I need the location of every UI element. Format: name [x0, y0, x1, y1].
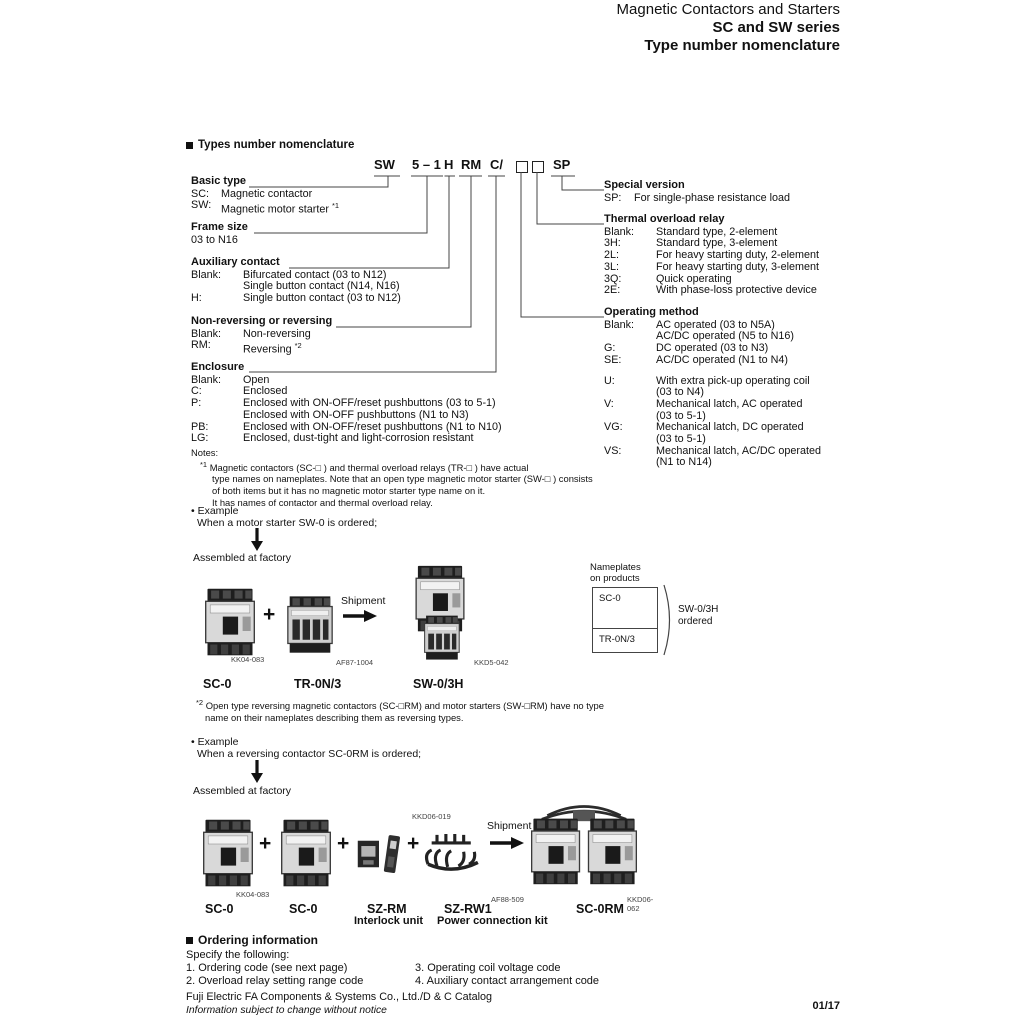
- note-line: $^{*1}$ Magnetic contactors (SC-□ ) and thermal overload relays (TR-□ ) have actual: [200, 459, 529, 473]
- black-square-icon: [186, 937, 193, 944]
- section-title: Auxiliary contact: [191, 256, 280, 268]
- code-row: G: DC operated (03 to N3): [604, 342, 769, 355]
- example1-caption: When a motor starter SW-0 is ordered;: [197, 517, 378, 529]
- code-row: U: With extra pick-up operating coil: [604, 374, 810, 387]
- note2-block: [196, 697, 604, 723]
- plus-sign: +: [263, 603, 276, 626]
- section-basic-type: [191, 176, 339, 217]
- code-row: V: Mechanical latch, AC operated: [604, 397, 803, 410]
- example2-products: [191, 798, 661, 930]
- nameplate-top: SC-0: [599, 593, 621, 604]
- product-sublabel: Power connection kit: [437, 915, 548, 927]
- section-title: Special version: [604, 179, 685, 191]
- black-square-icon: [186, 142, 193, 149]
- code-row: (03 to 5-1): [656, 433, 706, 446]
- ordered-note: SW-0/3H ordered: [678, 604, 719, 627]
- code-row: P: Enclosed with ON-OFF/reset pushbuttons (03 to 5-1): [191, 397, 496, 410]
- shipment-label: Shipment: [487, 820, 532, 832]
- code-row: SC: Magnetic contactor: [191, 187, 313, 200]
- code-reversing: RM: [461, 157, 482, 172]
- down-arrow-icon: [249, 760, 265, 783]
- code-enclosure: C/: [490, 157, 503, 172]
- reversing-contactor-photo: [529, 800, 639, 890]
- note-line: type names on nameplates. Note that an open type magnetic motor starter (SW-□ ) consists: [212, 473, 593, 485]
- footnote-marker: *1: [332, 201, 340, 211]
- code-row: SE: AC/DC operated (N1 to N4): [604, 353, 789, 366]
- shipment-arrow-icon: [343, 609, 377, 623]
- nameplates-title: Nameplates: [590, 562, 641, 573]
- divider: [593, 628, 657, 629]
- code-row: 2L: For heavy starting duty, 2-element: [604, 249, 820, 262]
- shipment-label: Shipment: [341, 595, 386, 607]
- document-header: [384, 1, 840, 55]
- product-label: SC-0: [205, 902, 234, 916]
- header-page-title: Type number nomenclature: [644, 37, 840, 54]
- footnote-marker: *2: [196, 698, 204, 707]
- ordering-columns: [186, 962, 599, 988]
- product-label: SZ-RW1: [444, 902, 492, 916]
- plus-sign: +: [337, 832, 350, 855]
- notes-label: Notes:: [191, 447, 219, 458]
- section-title: Non-reversing or reversing: [191, 315, 333, 327]
- code-row: (N1 to N14): [656, 456, 712, 469]
- product-label: SC-0RM: [576, 902, 624, 916]
- product-label: SZ-RM: [367, 902, 407, 916]
- section-frame-size: [191, 222, 248, 246]
- note-line: name on their nameplates describing them as reversing types.: [205, 711, 464, 723]
- ordering-item: 4. Auxiliary contact arrangement code: [415, 975, 600, 987]
- photo-code: AF88-509: [491, 895, 524, 904]
- overload-relay-photo: [286, 595, 334, 655]
- example2-caption: When a reversing contactor SC-0RM is ordered;: [197, 748, 422, 760]
- notes-block: [191, 447, 593, 508]
- plus-sign: +: [259, 832, 272, 855]
- photo-code: KKD06-062: [627, 895, 654, 913]
- section-title: Enclosure: [191, 361, 245, 373]
- code-row: Enclosed with ON-OFF pushbuttons (N1 to N3): [243, 408, 469, 421]
- code-row: Single button contact (N14, N16): [243, 280, 400, 293]
- code-row: (03 to N4): [656, 386, 705, 399]
- contactor-photo: [279, 818, 333, 888]
- code-row: AC/DC operated (N5 to N16): [656, 330, 795, 343]
- product-label: SC-0: [203, 677, 232, 691]
- code-row: 3Q: Quick operating: [604, 272, 732, 285]
- code-row: 03 to N16: [191, 233, 238, 246]
- code-row: 3H: Standard type, 3-element: [604, 237, 778, 250]
- code-row: LG: Enclosed, dust-tight and light-corrosion resistant: [191, 432, 474, 445]
- note-line: It has names of contactor and thermal overload relay.: [212, 496, 433, 508]
- section-aux-contact: [191, 257, 401, 305]
- section-title: Frame size: [191, 221, 248, 233]
- contactor-photo: [201, 818, 255, 888]
- footnote-marker: *1: [200, 459, 208, 469]
- plus-sign: +: [407, 832, 420, 855]
- code-row: C: Enclosed: [191, 385, 288, 398]
- note-line: of both items but it has no magnetic motor starter type name on it.: [212, 484, 486, 496]
- footer-disclaimer: Information subject to change without notice: [186, 1005, 387, 1016]
- ordering-heading-label: Ordering information: [198, 933, 318, 947]
- nameplate-bottom: TR-0N/3: [599, 634, 635, 645]
- footnote-marker: *2: [294, 341, 302, 351]
- section-reversing: [191, 316, 332, 357]
- photo-code: KKD5-042: [474, 658, 509, 667]
- code-row: 2E: With phase-loss protective device: [604, 284, 817, 297]
- example1-products: [191, 565, 611, 697]
- code-row: (03 to 5-1): [656, 409, 706, 422]
- code-row: H: Single button contact (03 to N12): [191, 292, 401, 305]
- shipment-arrow-icon: [490, 836, 524, 850]
- product-label: TR-0N/3: [294, 677, 342, 691]
- photo-code: AF87-1004: [336, 658, 374, 667]
- code-row: 3L: For heavy starting duty, 3-element: [604, 260, 820, 273]
- example2-assembled-label: Assembled at factory: [193, 785, 292, 797]
- section-special-version: [604, 180, 790, 204]
- code-aux-contact: H: [444, 157, 454, 172]
- code-frame-size: 5 – 1: [412, 157, 441, 172]
- product-sublabel: Interlock unit: [354, 915, 424, 927]
- example1-assembled-label: Assembled at factory: [193, 552, 292, 564]
- code-row: Blank: Standard type, 2-element: [604, 225, 778, 238]
- nameplates-title: on products: [590, 573, 640, 584]
- code-row: VG: Mechanical latch, DC operated: [604, 421, 804, 434]
- photo-code: KK04-083: [236, 890, 270, 899]
- ordering-item: 3. Operating coil voltage code: [415, 962, 561, 974]
- motor-starter-photo: [409, 565, 471, 661]
- footer-publisher: Fuji Electric FA Components & Systems Co., Ltd./D & C Catalog: [186, 991, 493, 1003]
- nomenclature-heading-label: Types number nomenclature: [198, 139, 355, 151]
- section-title: Basic type: [191, 175, 247, 187]
- section-thermal-relay: [604, 214, 819, 297]
- photo-code: KKD06-019: [412, 812, 451, 821]
- header-product-line: Magnetic Contactors and Starters: [616, 1, 840, 18]
- code-row: PB: Enclosed with ON-OFF/reset pushbuttons (N1 to N10): [191, 420, 502, 433]
- section-enclosure: [191, 362, 502, 445]
- code-row: Blank: Non-reversing: [191, 327, 311, 340]
- header-series: SC and SW series: [712, 19, 840, 36]
- power-connection-kit-photo: [421, 828, 485, 872]
- ordering-item: 2. Overload relay setting range code: [186, 975, 364, 987]
- note-line: $^{*2}$ Open type reversing magnetic contactors (SC-□RM) and motor starters (SW-□RM) have no type: [196, 698, 604, 712]
- code-row: Blank: Open: [191, 373, 270, 386]
- photo-code: KK04-083: [231, 655, 265, 664]
- down-arrow-icon: [249, 528, 265, 551]
- example2-bullet: • Example: [191, 736, 239, 748]
- nameplate-box: [592, 587, 658, 653]
- brace-icon: [662, 584, 676, 656]
- example1-bullet: • Example: [191, 505, 239, 517]
- ordering-info: [186, 934, 599, 988]
- ordering-intro: Specify the following:: [186, 949, 290, 961]
- code-row: SP: For single-phase resistance load: [604, 191, 791, 204]
- interlock-unit-photo: [356, 830, 402, 878]
- contactor-photo: [203, 587, 257, 657]
- section-title: Thermal overload relay: [604, 213, 725, 225]
- code-row: RM: Reversing $^{*2}$: [191, 339, 302, 356]
- code-row: Blank: AC operated (03 to N5A): [604, 318, 775, 331]
- code-basic-type: SW: [374, 157, 395, 172]
- section-title: Operating method: [604, 306, 699, 318]
- code-row: SW: Magnetic motor starter $^{*1}$: [191, 199, 340, 216]
- code-row: Blank: Bifurcated contact (03 to N12): [191, 268, 387, 281]
- product-label: SC-0: [289, 902, 318, 916]
- nameplates-callout: [590, 562, 760, 662]
- section-operating-method: [604, 307, 821, 469]
- code-special: SP: [553, 157, 571, 172]
- ordering-heading: [186, 934, 599, 947]
- page-number: 01/17: [812, 1000, 840, 1012]
- code-row: VS: Mechanical latch, AC/DC operated: [604, 444, 822, 457]
- ordering-item: 1. Ordering code (see next page): [186, 962, 348, 974]
- product-label: SW-0/3H: [413, 677, 464, 691]
